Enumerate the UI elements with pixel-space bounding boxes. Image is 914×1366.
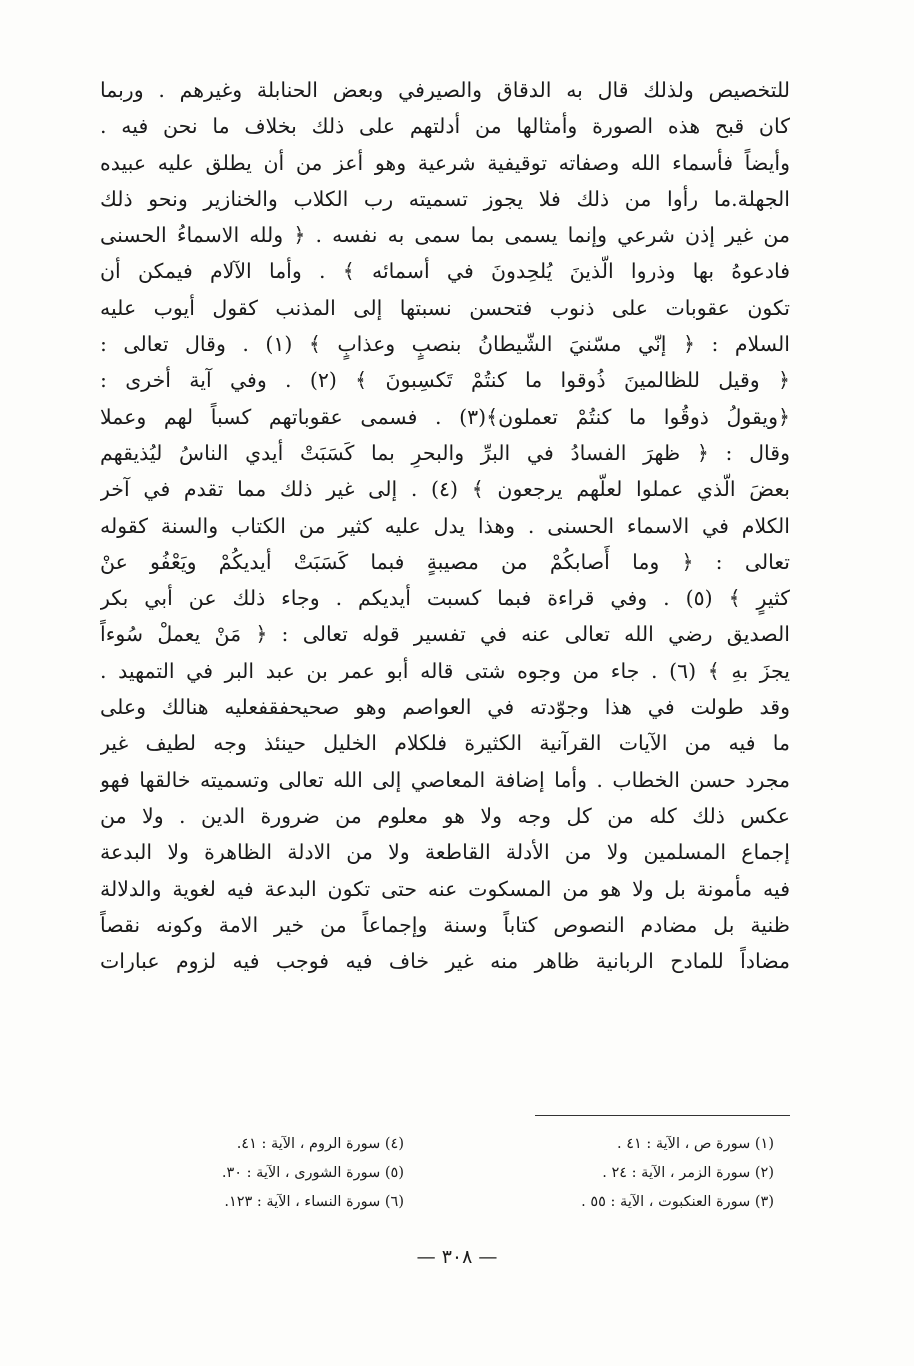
footnote: (٣) سورة العنكبوت ، الآية : ٥٥ .	[581, 1194, 774, 1210]
text-line: بعضَ الّذي عملوا لعلّهم يرجعون ﴾ (٤) . إلى غير ذلك مما تقدم في آخر	[100, 477, 790, 502]
footnote: (٢) سورة الزمر ، الآية : ٢٤ .	[602, 1165, 774, 1181]
text-line: يجزَ بهِ ﴾ (٦) . جاء من وجوه شتى قاله أبو عمر بن عبد البر في التمهيد .	[100, 658, 790, 683]
footnote: (١) سورة ص ، الآية : ٤١ .	[616, 1136, 774, 1152]
text-line: كثيرٍ ﴾ (٥) . وفي قراءة فبما كسبت أيديكم . وجاء ذلك عن أبي بكر	[100, 586, 790, 611]
text-line: مجرد حسن الخطاب . وأما إضافة المعاصي إلى الله تعالى وتسميته خالقها فهو	[100, 767, 790, 792]
footnote-separator	[535, 1115, 790, 1116]
text-line: تكون عقوبات على ذنوب فتحسن نسبتها إلى المذنب كقول أيوب عليه	[100, 295, 790, 320]
text-line: فادعوهُ بها وذروا الّذينَ يُلحِدونَ في أسمائه ﴾ . وأما الآلام فيمكن أن	[100, 259, 790, 284]
text-line: للتخصيص ولذلك قال به الدقاق والصيرفي وبعض الحنابلة وغيرهم . وربما	[100, 78, 790, 102]
text-line: من غير إذن شرعي وإنما يسمى بما سمى به نفسه . ﴿ ولله الاسماءُ الحسنى	[100, 223, 790, 248]
main-text	[100, 72, 790, 979]
text-line: ما فيه من الآيات القرآنية الكثيرة فلكلام الخليل حينئذ وجه لطيف غير	[100, 731, 790, 756]
text-line: وقال : ﴿ ظهرَ الفسادُ في البرِّ والبحرِ بما كَسَبَتْ أيدي الناسُ ليُذيقهم	[100, 440, 790, 465]
text-line: السلام : ﴿ إنّي مسّنيَ الشّيطانُ بنصبٍ وعذابٍ ﴾ (١) . وقال تعالى :	[100, 332, 790, 357]
footnote: (٤) سورة الروم ، الآية : ٤١.	[236, 1136, 404, 1152]
page-number: — ٣٠٨ —	[416, 1246, 498, 1268]
text-line: الصديق رضي الله تعالى عنه في تفسير قوله تعالى : ﴿ مَنْ يعملْ سُوءاً	[100, 622, 790, 647]
text-line: كان قبح هذه الصورة وأمثالها من أدلتهم على ذلك بخلاف ما نحن فيه .	[100, 114, 790, 139]
footnotes-right-column	[474, 1130, 774, 1217]
text-line: ﴿ وقيل للظالمينَ ذُوقوا ما كنتُمْ تَكسِبونَ ﴾ (٢) . وفي آية أخرى :	[100, 368, 790, 393]
footnote: (٦) سورة النساء ، الآية : ١٢٣.	[224, 1194, 404, 1210]
text-line: عكس ذلك كله من كل وجه ولا هو معلوم من ضرورة الدين . ولا من	[100, 803, 790, 828]
text-line: وقد طولت في هذا وجوّدته في العواصم وهو صحيحفقفعليه هنالك وعلى	[100, 695, 790, 720]
text-line: الجهلة.ما رأوا من ذلك فلا يجوز تسميته رب الكلاب والخنازير ونحو ذلك	[100, 186, 790, 211]
text-line: فيه مأمونة بل ولا هو من المسكوت عنه حتى تكون البدعة فيه لغوية والدلالة	[100, 876, 790, 901]
footnote: (٥) سورة الشورى ، الآية : ٣٠.	[221, 1165, 404, 1181]
text-line: تعالى : ﴿ وما أَصابكُمْ من مصيبةٍ فبما كَسَبَتْ أيديكُمْ ويَعْفُو عنْ	[100, 549, 790, 574]
text-line: وأيضاً فأسماء الله وصفاته توقيفية شرعية وهو أعز من أن يطلق عليه عبيده	[100, 150, 790, 175]
text-line: مضاداً للمادح الربانية ظاهر منه غير خاف فيه فوجب فيه لزوم عبارات	[100, 949, 790, 974]
text-line: إجماع المسلمين ولا من الأدلة القاطعة ولا من الادلة الظاهرة ولا البدعة	[100, 840, 790, 865]
text-line: الكلام في الاسماء الحسنى . وهذا يدل عليه كثير من الكتاب والسنة كقوله	[100, 513, 790, 538]
footnotes-left-column	[114, 1130, 404, 1217]
text-line: ﴿ويقولُ ذوقُوا ما كنتُمْ تعملون﴾(٣) . فسمى عقوباتهم كسباً لهم وعملا	[100, 404, 790, 429]
text-line: ظنية بل مضادم النصوص كتاباً وسنة وإجماعاً من خير الامة وكونه نقصاً	[100, 912, 790, 937]
